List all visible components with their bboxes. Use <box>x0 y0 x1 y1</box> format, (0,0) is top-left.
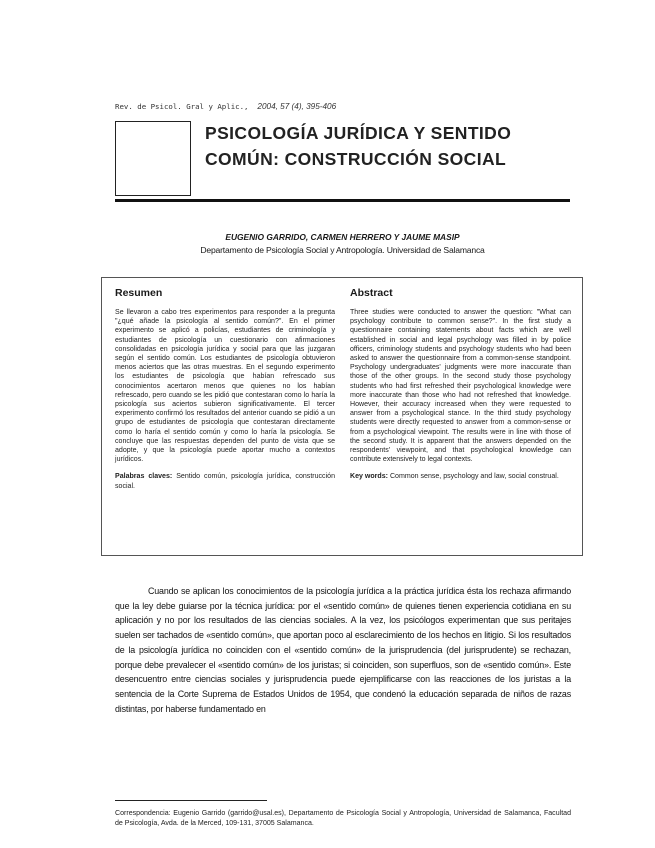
title-line-2: COMÚN: CONSTRUCCIÓN SOCIAL <box>205 149 507 169</box>
abstract-keywords-value: Common sense, psychology and law, social construal. <box>389 473 559 481</box>
affiliation: Departamento de Psicología Social y Antropología. Universidad de Salamanca <box>200 245 485 255</box>
body-paragraph: Cuando se aplican los conocimientos de la psicología jurídica a la práctica jurídica ésta los rechaza afirmando que la ley debe guiarse por la técnica jurídica: por el «sentido común» de quienes tienen experiencia cotidiana en su aplicación y no por los resultados de las ciencias sociales. A la vez, los psicólogos experimentan que sus peritajes suelen ser tachados de «sentido común», que aportan poco al esclarecimiento de los hechos en litigio. Si los resultados de la psicología jurídica no coinciden con el «sentido común» de la jurisprudencia (del jurisprudente) se rechazan, porque debe prevalecer el «sentido común» de los juristas; si coinciden, son superfluos, son de «sentido común». Este desencuentro entre ciencias sociales y jurisprudencia puede ejemplificarse con las reacciones de los juristas a la sentencia de la Corte Suprema de Estados Unidos de 1954, que condenó la educación separada de niños de razas distintas, por haberse fundamentado en <box>115 586 571 714</box>
journal-name: Rev. de Psicol. Gral y Aplic., <box>115 102 249 111</box>
resumen-keywords <box>115 472 335 490</box>
title-divider <box>115 199 570 202</box>
journal-citation: 2004, 57 (4), 395-406 <box>257 102 337 111</box>
abstract-column <box>350 287 571 482</box>
footnote-divider <box>115 800 267 801</box>
abstract-keywords <box>350 472 571 481</box>
resumen-column <box>115 287 335 491</box>
journal-logo-box <box>115 121 191 196</box>
correspondence-footnote: Correspondencia: Eugenio Garrido (garrido@usal.es), Departamento de Psicología Social y Antropología, Universidad de Salamanca, Facultad de Psicología, Avda. de la Merced, 109-131, 37005 Salamanca. <box>115 810 571 827</box>
title-line-1: PSICOLOGÍA JURÍDICA Y SENTIDO <box>205 123 512 143</box>
journal-header <box>115 102 336 111</box>
resumen-heading: Resumen <box>115 287 163 299</box>
resumen-keywords-label: Palabras claves: <box>115 473 173 481</box>
resumen-keywords-value: Sentido común, psicología jurídica, construcción social. <box>115 473 335 490</box>
resumen-text: Se llevaron a cabo tres experimentos para responder a la pregunta "¿qué añade la psicología al sentido común?". En el primer experimento se aplicó a policías, estudiantes de criminología y estudiantes de psicología un cuestionario con afirmaciones consolidadas en psicología jurídica y social para que las juzgaran según el sentido común. Los estudiantes de psicología obtuvieron menos aciertos que las otras muestras. En el segundo experimento los estudiantes de psicología que habían refrescado sus conocimientos acertaron menos que quienes no los habían refrescado, pero cuando se les pidió que contestaran como lo haría la psicología sus aciertos subieron significativamente. El tercer experimento confirmó los resultados del anterior cuando se pidió a un grupo de estudiantes de psicología que contestaran directamente como lo haría el sentido común y como lo haría la psicología. Se concluye que las respuestas dependen del punto de vista que se adopte, y que la psicología puede aportar mucho a contextos jurídicos. <box>115 309 335 464</box>
abstract-text: Three studies were conducted to answer the question: "What can psychology contribute to common sense?". In the first study a questionnaire containing statements about facts which are well established in social and legal psychology was filled in by police officers, criminology students and psychology students who had been asked to answer the questionnaire from a common-sense standpoint. Psychology undergraduates' judgments were more inaccurate than those of the other groups. In the second study those psychology students who had first refreshed their psychological knowledge were more inaccurate than those who had not refreshed that knowledge. However, their accuracy increased when they were requested to answer from a psychological stance. In the third study psychology students were directly requested to answer from a common-sense or from a psychological viewpoint. The results were in line with those of the second study. It is apparent that the answers depended on the respondents' viewpoint, and that psychological knowledge can contribute extensively to legal contexts. <box>350 309 571 464</box>
authors: EUGENIO GARRIDO, CARMEN HERRERO Y JAUME MASIP <box>225 232 460 242</box>
abstract-keywords-label: Key words: <box>350 473 388 481</box>
article-title <box>205 120 585 172</box>
abstract-heading: Abstract <box>350 287 393 299</box>
